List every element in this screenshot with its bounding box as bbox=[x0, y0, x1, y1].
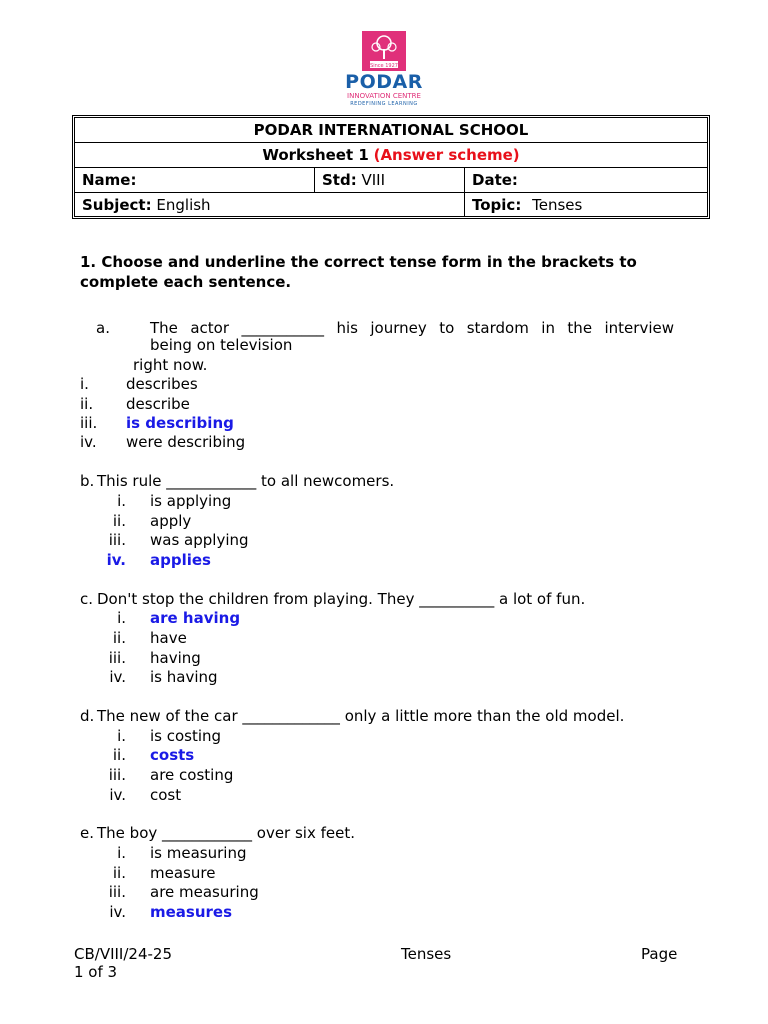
std-value: VIII bbox=[361, 171, 386, 189]
logo-tagline: REDEFINING LEARNING bbox=[350, 101, 418, 107]
footer-page-word: Page bbox=[641, 945, 678, 963]
worksheet-label: Worksheet 1 bbox=[262, 146, 369, 164]
item-d-option: are costing bbox=[150, 766, 234, 784]
item-e-option: are measuring bbox=[150, 883, 259, 901]
item-b-option: apply bbox=[150, 512, 192, 530]
item-a-letter: a. bbox=[96, 319, 110, 337]
item-b-letter: b. bbox=[80, 472, 95, 490]
item-b-option-num: i. bbox=[117, 492, 126, 510]
item-e-answer: measures bbox=[150, 903, 233, 921]
item-a-option-num: iv. bbox=[80, 433, 97, 451]
item-e-option-num: iii. bbox=[108, 883, 126, 901]
item-e-letter: e. bbox=[80, 824, 94, 842]
item-b-text: This rule ____________ to all newcomers. bbox=[97, 472, 395, 490]
item-c-option: having bbox=[150, 649, 201, 667]
logo-badge: Since 1927 bbox=[370, 63, 398, 69]
logo-name: PODAR bbox=[345, 71, 423, 93]
item-d-letter: d. bbox=[80, 707, 95, 725]
item-a-option-num: ii. bbox=[80, 395, 94, 413]
topic-cell bbox=[465, 193, 707, 216]
item-e-option-num: i. bbox=[117, 844, 126, 862]
school-name: PODAR INTERNATIONAL SCHOOL bbox=[253, 121, 529, 139]
item-d-option-num: iv. bbox=[109, 786, 126, 804]
footer-page-of: 1 of 3 bbox=[74, 963, 118, 981]
item-e-option: measure bbox=[150, 864, 216, 882]
item-e-option-num: ii. bbox=[112, 864, 126, 882]
item-a-text-line3: right now. bbox=[133, 356, 208, 374]
item-d-answer: costs bbox=[150, 746, 195, 764]
item-a-option: were describing bbox=[126, 433, 246, 451]
item-b-answer: applies bbox=[150, 551, 211, 569]
std-cell bbox=[315, 168, 465, 192]
item-a-text-line2: being on television bbox=[150, 336, 293, 354]
item-e-text: The boy ____________ over six feet. bbox=[97, 824, 356, 842]
topic-label: Topic: bbox=[472, 196, 522, 214]
header-row-school bbox=[75, 118, 707, 143]
item-c-option-num: i. bbox=[117, 609, 126, 627]
footer-topic: Tenses bbox=[401, 945, 452, 963]
item-c-option-num: iii. bbox=[108, 649, 126, 667]
item-c-option-num: ii. bbox=[112, 629, 126, 647]
item-c-answer: are having bbox=[150, 609, 241, 627]
answer-scheme-label: (Answer scheme) bbox=[373, 146, 520, 164]
logo-subtitle: INNOVATION CENTRE bbox=[347, 92, 421, 100]
subject-cell bbox=[75, 193, 465, 216]
header-row-worksheet bbox=[75, 143, 707, 168]
item-d-option-num: ii. bbox=[112, 746, 126, 764]
item-d-option-num: iii. bbox=[108, 766, 126, 784]
item-e-option-num: iv. bbox=[109, 903, 126, 921]
header-row-name bbox=[75, 168, 707, 193]
item-e-option: is measuring bbox=[150, 844, 247, 862]
item-a-option: describe bbox=[126, 395, 190, 413]
item-b-option: was applying bbox=[150, 531, 249, 549]
std-label: Std: bbox=[322, 171, 357, 189]
item-c-text: Don't stop the children from playing. They __________ a lot of fun. bbox=[97, 590, 586, 608]
subject-label: Subject: bbox=[82, 196, 152, 214]
school-logo bbox=[336, 28, 432, 108]
item-a-option-num: i. bbox=[80, 375, 89, 393]
date-label: Date: bbox=[472, 171, 518, 189]
item-c-letter: c. bbox=[80, 590, 94, 608]
item-d-option: cost bbox=[150, 786, 182, 804]
date-cell bbox=[465, 168, 707, 192]
item-a-text-line1: The actor ___________ his journey to stardom in the interview bbox=[150, 319, 674, 337]
item-c-option: have bbox=[150, 629, 187, 647]
topic-value: Tenses bbox=[532, 196, 583, 214]
item-a-answer: is describing bbox=[126, 414, 234, 432]
name-cell bbox=[75, 168, 315, 192]
item-a-option-num: iii. bbox=[80, 414, 98, 432]
item-b-option-num: iv. bbox=[106, 551, 126, 569]
item-c-option: is having bbox=[150, 668, 218, 686]
item-b-option-num: ii. bbox=[112, 512, 126, 530]
header-table bbox=[72, 115, 710, 219]
worksheet-title bbox=[75, 143, 707, 167]
tree-logo-icon bbox=[362, 31, 406, 71]
item-b-option: is applying bbox=[150, 492, 232, 510]
item-a-option: describes bbox=[126, 375, 198, 393]
question-1-heading: 1. Choose and underline the correct tense form in the brackets to complete each sentence. bbox=[80, 253, 637, 291]
header-row-subject bbox=[75, 193, 707, 216]
item-d-text: The new of the car _____________ only a little more than the old model. bbox=[97, 707, 625, 725]
name-label: Name: bbox=[82, 171, 137, 189]
item-d-option: is costing bbox=[150, 727, 222, 745]
subject-value: English bbox=[156, 196, 211, 214]
item-d-option-num: i. bbox=[117, 727, 126, 745]
item-b-option-num: iii. bbox=[108, 531, 126, 549]
item-c-option-num: iv. bbox=[109, 668, 126, 686]
footer-code: CB/VIII/24-25 bbox=[74, 945, 172, 963]
